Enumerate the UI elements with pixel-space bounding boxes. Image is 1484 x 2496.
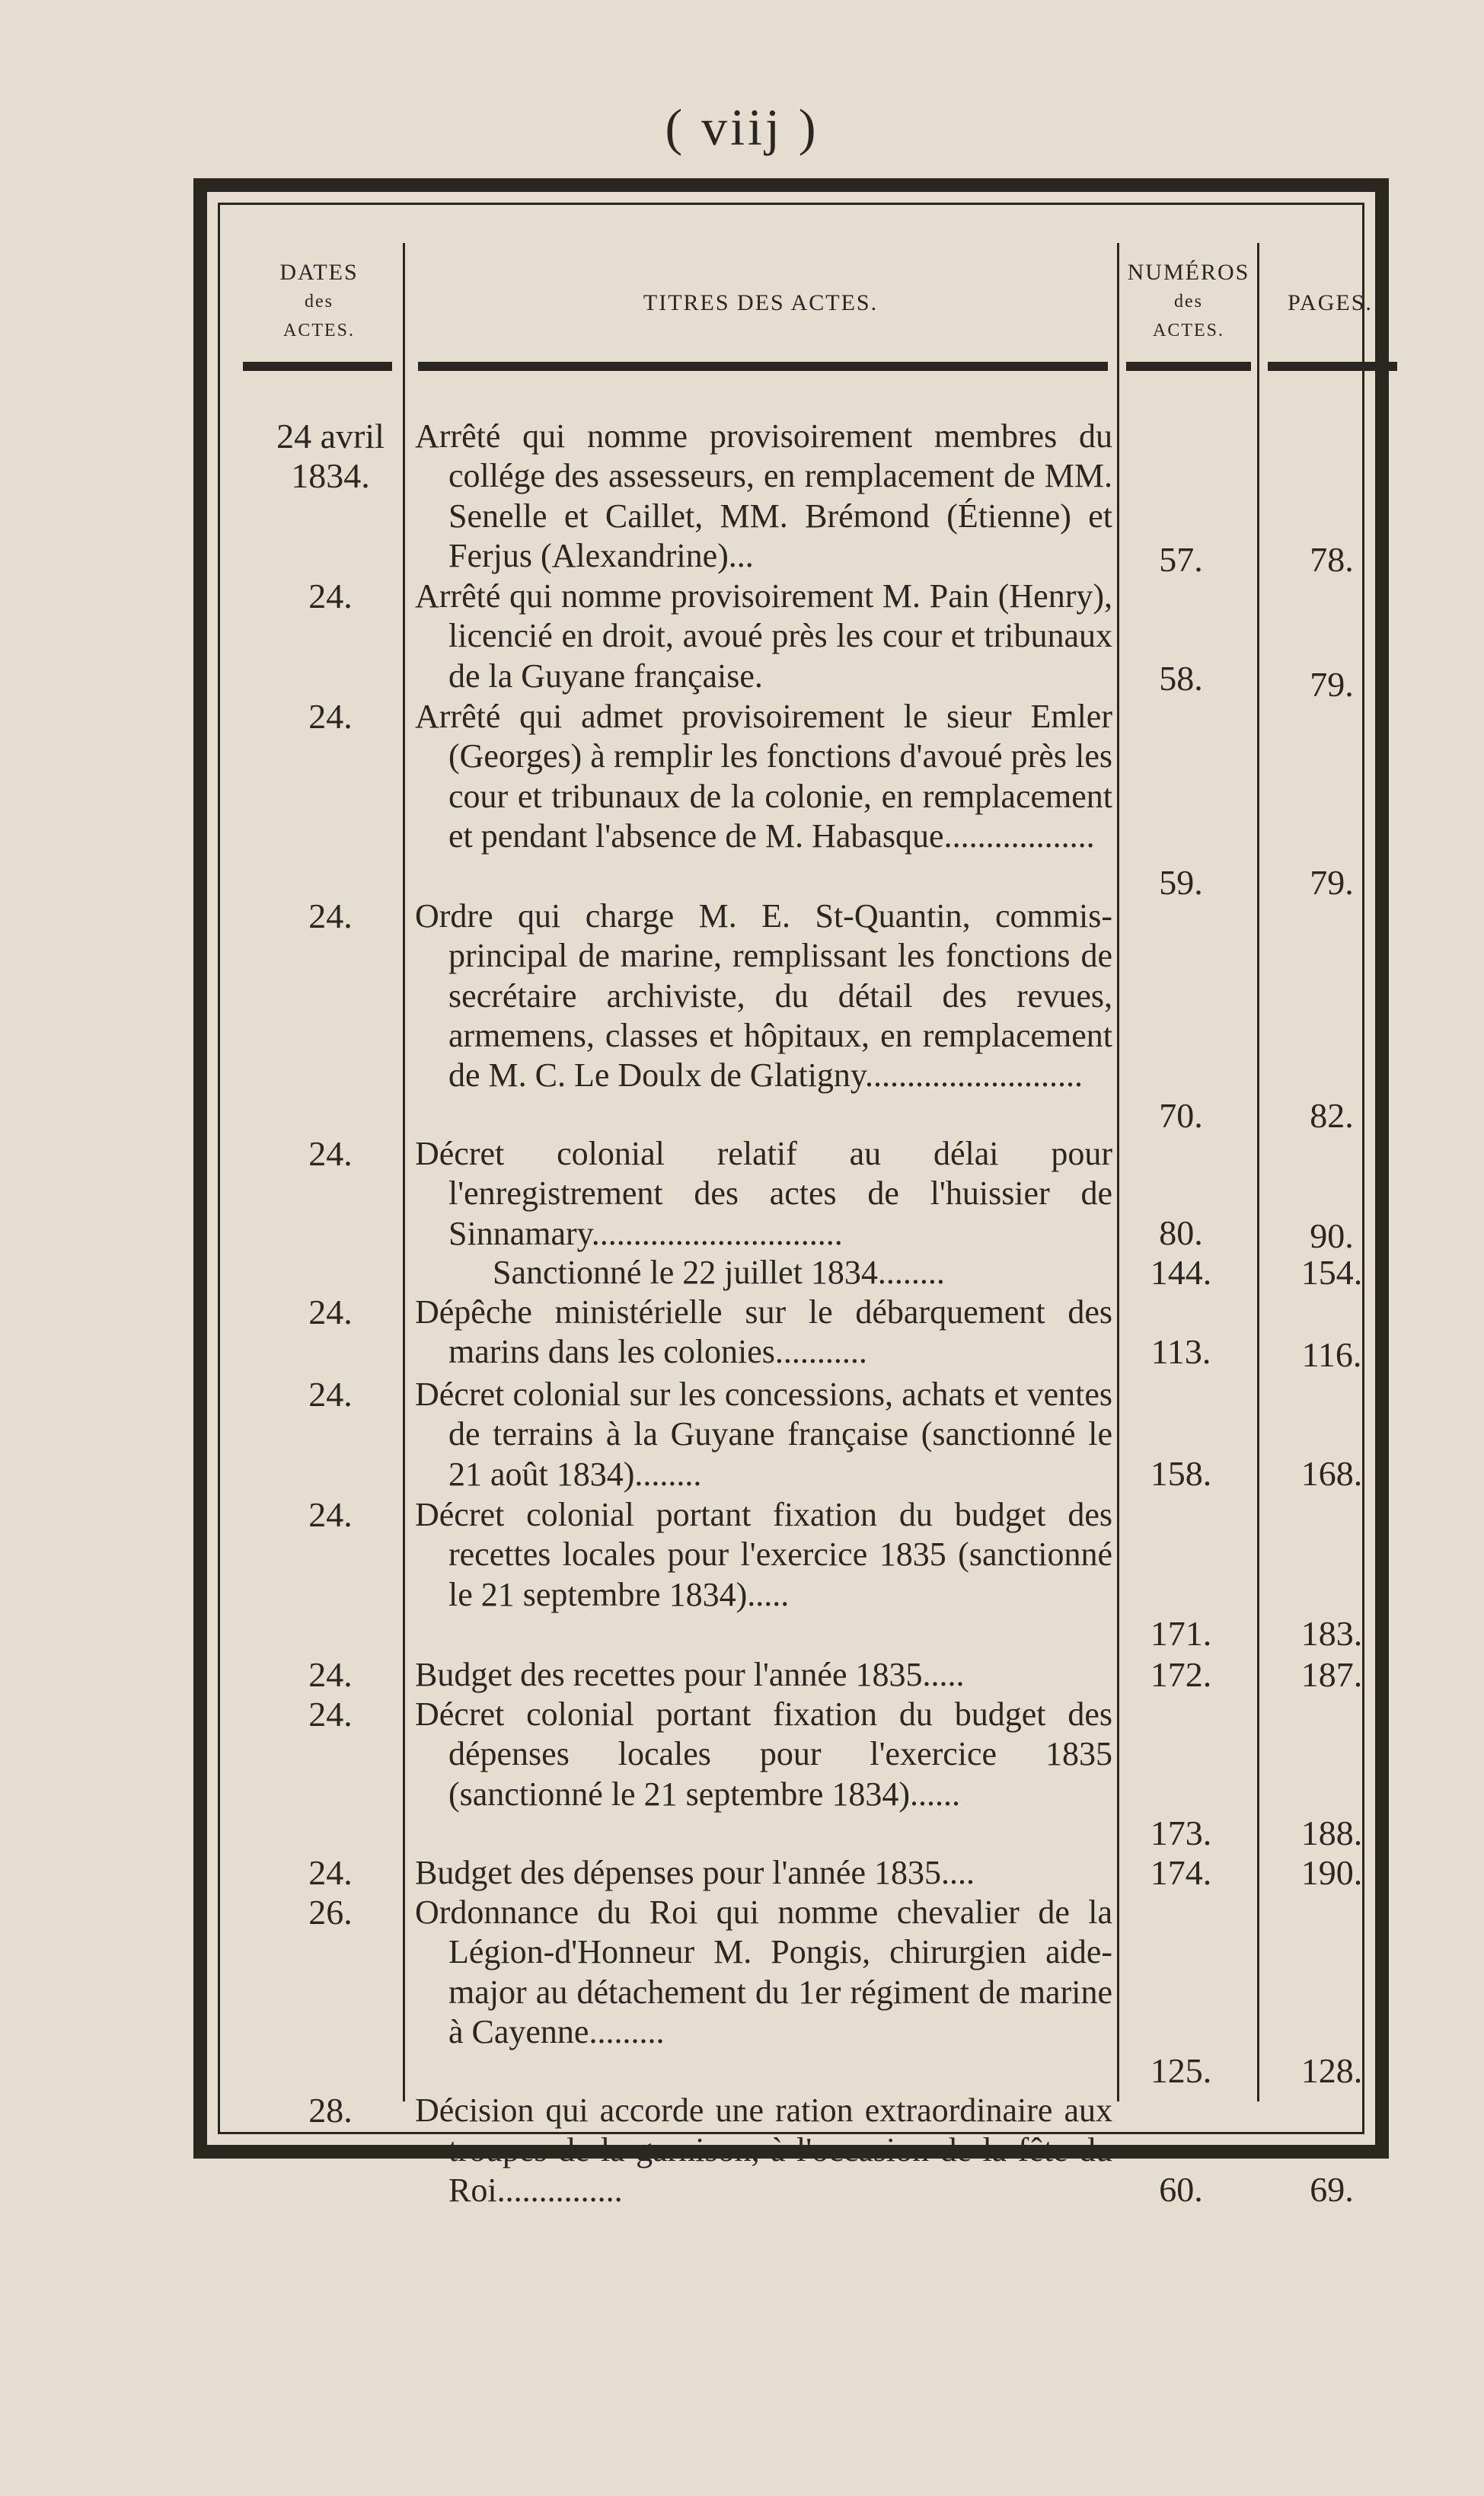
entry-page: 168. [1300, 1454, 1363, 1493]
entry-title: Budget des dépenses pour l'année 1835.... [415, 1854, 975, 1891]
entry-title: Arrêté qui nomme provisoirement membres du collége des assesseurs, en remplacement de MM. Senelle et Caillet, MM. Brémond (Étienne) et Ferjus (Alexandrine)... [415, 417, 1112, 574]
table-frame [193, 178, 1389, 2209]
header-rule [1126, 362, 1251, 371]
header-rule [243, 362, 392, 371]
header-numeros [1122, 258, 1256, 345]
header-rule [1268, 362, 1397, 371]
entry-date: 24. [308, 896, 353, 935]
header-titles: TITRES DES ACTES. [643, 290, 879, 315]
entry-date: 24. [308, 1495, 353, 1534]
page-number: ( viij ) [665, 98, 819, 156]
header-numeros-line1: NUMÉROS [1127, 260, 1250, 285]
entry-title: Arrêté qui admet provisoirement le sieur Emler (Georges) à remplir les fonctions d'avoué près les cour et tribunaux de la colonie, en remplacement et pendant l'absence de M. Habasque.................. [415, 698, 1112, 855]
entry-date: 26. [308, 1893, 353, 1932]
entry-page: 78. [1310, 540, 1354, 579]
entry-number: 60. [1159, 2170, 1203, 2209]
entry-title: Budget des recettes pour l'année 1835..... [415, 1656, 965, 1693]
header-dates-line1: DATES [279, 260, 359, 285]
entry-date: 24. [308, 1293, 353, 1331]
entry-date: 24. [308, 1655, 353, 1694]
entry-title: Décision qui accorde une ration extraordinaire aux troupes de la garnison, à l'occasion de la fête du Roi............... [415, 2092, 1112, 2209]
entry-date: 24. [308, 1134, 353, 1173]
entry-date: 24. [308, 577, 353, 615]
entry-number: 113. [1150, 1332, 1211, 1371]
entry-page: 69. [1310, 2170, 1354, 2209]
entry-number: 57. [1159, 540, 1203, 579]
entry-page: 82. [1310, 1096, 1354, 1135]
entry-number: 125. [1150, 2051, 1212, 2090]
column-divider [403, 243, 405, 2101]
header-numeros-line3: ACTES. [1152, 321, 1224, 340]
entry-page: 154. [1300, 1253, 1363, 1292]
table-inner [218, 203, 1373, 2209]
entry-page: 190. [1300, 1853, 1363, 1892]
header-rule [418, 362, 1108, 371]
header-pages: PAGES. [1288, 290, 1373, 315]
entry-title: Ordonnance du Roi qui nomme chevalier de la Légion-d'Honneur M. Pongis, chirurgien aide-major au détachement du 1er régiment de marine à Cayenne......... [415, 1894, 1112, 2050]
header-numeros-line2: des [1174, 292, 1203, 312]
entry-title: Décret colonial relatif au délai pour l'enregistrement des actes de l'huissier de Sinnamary.............................. [415, 1135, 1112, 1252]
entry-page: 79. [1310, 665, 1354, 704]
entry-number: 172. [1150, 1655, 1212, 1694]
entry-page: 90. [1310, 1216, 1354, 1255]
entry-date: 28. [308, 2091, 353, 2130]
entry-number: 70. [1159, 1096, 1203, 1135]
entry-page: 183. [1300, 1614, 1363, 1653]
entry-title: Dépêche ministérielle sur le débarquement des marins dans les colonies........... [415, 1293, 1112, 1371]
entry-page: 188. [1300, 1814, 1363, 1852]
entry-number: 144. [1150, 1253, 1212, 1292]
entry-page: 79. [1310, 863, 1354, 902]
entry-page: 116. [1301, 1335, 1362, 1374]
column-divider [1117, 243, 1119, 2101]
entry-date: 24. [308, 1695, 353, 1734]
entry-number: 173. [1150, 1814, 1212, 1852]
entry-number: 80. [1159, 1213, 1203, 1252]
entry-number: 174. [1150, 1853, 1212, 1892]
entry-date: 24 avril 1834. [276, 417, 385, 495]
entry-page: 128. [1300, 2051, 1363, 2090]
header-dates-line3: ACTES. [282, 321, 355, 340]
entry-title: Arrêté qui nomme provisoirement M. Pain (Henry), licencié en droit, avoué près les cour et tribunaux de la Guyane française. [415, 577, 1112, 695]
entry-title: Décret colonial sur les concessions, achats et ventes de terrains à la Guyane française (sanctionné le 21 août 1834)........ [415, 1376, 1112, 1493]
entry-date: 24. [308, 697, 353, 736]
entry-date: 24. [308, 1375, 353, 1414]
column-divider [1257, 243, 1259, 2101]
header-dates-line2: des [305, 292, 334, 312]
header-dates [235, 258, 403, 345]
entry-page: 187. [1300, 1655, 1363, 1694]
entry-number: 158. [1150, 1454, 1212, 1493]
entry-date: 24. [308, 1853, 353, 1892]
entry-title: Décret colonial portant fixation du budget des recettes locales pour l'exercice 1835 (sanctionné le 21 septembre 1834)..... [415, 1496, 1112, 1613]
entry-sanction: Sanctionné le 22 juillet 1834........ [493, 1254, 945, 1291]
entry-number: 171. [1150, 1614, 1212, 1653]
entry-number: 58. [1159, 659, 1203, 698]
entry-number: 59. [1159, 863, 1203, 902]
entry-title: Ordre qui charge M. E. St-Quantin, commis-principal de marine, remplissant les fonctions de secrétaire archiviste, du détail des revues, armemens, classes et hôpitaux, en remplacement de M. C. Le Doulx de Glatigny.......................... [415, 897, 1112, 1095]
entry-title: Décret colonial portant fixation du budget des dépenses locales pour l'exercice 1835 (sanctionné le 21 septembre 1834)...... [415, 1695, 1112, 1813]
